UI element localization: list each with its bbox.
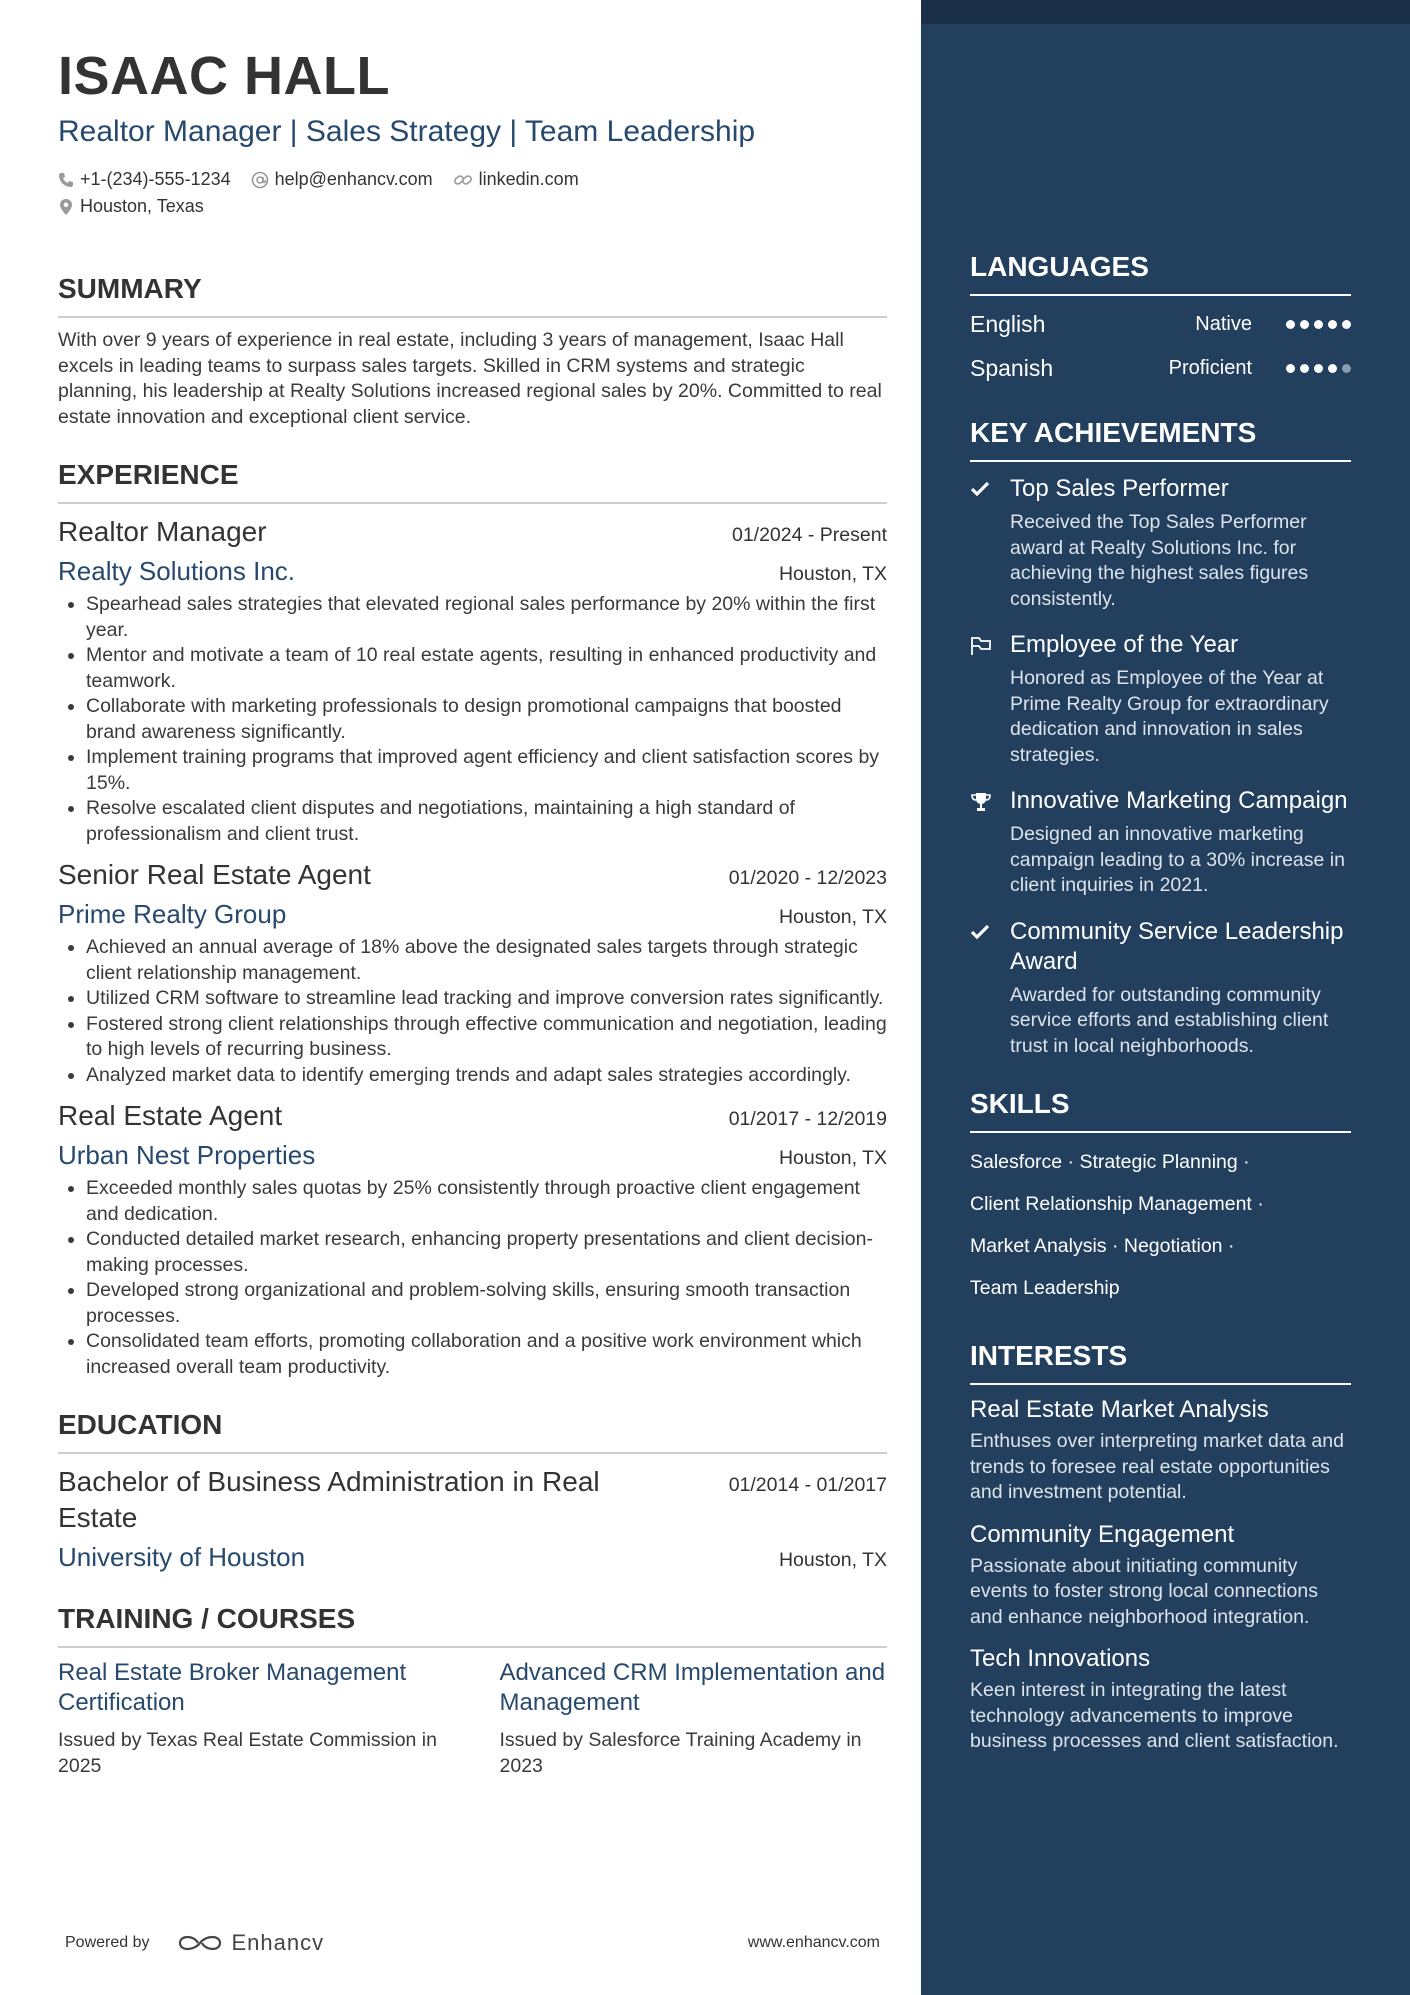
language-item — [970, 302, 1351, 346]
achievement-desc: Received the Top Sales Performer award at Realty Solutions Inc. for achieving the highest sales figures consistently. — [1010, 511, 1309, 610]
rating-dot — [1328, 320, 1337, 329]
rating-dot — [1286, 364, 1295, 373]
bullet-item: • Developed strong organizational and problem-solving skills, ensuring smooth transaction processes. — [86, 1278, 887, 1329]
rating-dots — [1286, 364, 1351, 373]
bullet-item: • Implement training programs that improved agent efficiency and client satisfaction scores by 15%. — [86, 745, 887, 796]
achievement-desc: Awarded for outstanding community service efforts and establishing client trust in local neighborhoods. — [1010, 983, 1329, 1057]
training-title: TRAINING / COURSES — [58, 1602, 887, 1648]
sidebar-top-strip — [921, 0, 1410, 24]
education-title: EDUCATION — [58, 1408, 887, 1454]
achievements-section — [970, 416, 1351, 1059]
achievements-title: KEY ACHIEVEMENTS — [970, 416, 1351, 462]
rating-dots — [1286, 320, 1351, 329]
job-entry — [58, 1098, 887, 1380]
course-title: Advanced CRM Implementation and Management — [499, 1659, 886, 1716]
achievement-item — [970, 474, 1351, 612]
bullet-item: • Conducted detailed market research, enhancing property presentations and client decision-making processes. — [86, 1227, 887, 1278]
bullet-item: • Mentor and motivate a team of 10 real estate agents, resulting in enhanced productivity and teamwork. — [86, 643, 887, 694]
rating-dot — [1342, 364, 1351, 373]
skill-line: Team Leadership — [970, 1277, 1120, 1299]
training-section — [58, 1602, 887, 1779]
phone-icon — [58, 172, 74, 188]
job-date: 01/2017 - 12/2019 — [728, 1108, 887, 1130]
languages-section — [970, 250, 1351, 390]
experience-section — [58, 458, 887, 1380]
footer-url[interactable]: www.enhancv.com — [747, 1934, 880, 1951]
contact-info — [58, 166, 887, 220]
interest-item — [970, 1644, 1351, 1755]
summary-text: With over 9 years of experience in real estate, including 3 years of management, Isaac Hall excels in leading teams to surpass sales targets. Skilled in CRM systems and strategic planning, his leadership at Realty Solutions increased regional sales by 20%. Committed to real estate innovation and exceptional client service. — [58, 329, 882, 428]
skill-line: Salesforce · Strategic Planning · — [970, 1151, 1250, 1173]
interest-item — [970, 1520, 1351, 1631]
trophy-icon — [970, 792, 992, 812]
achievement-title: Top Sales Performer — [1010, 475, 1229, 502]
linkedin-text: linkedin.com — [478, 169, 579, 189]
achievement-title: Community Service Leadership Award — [1010, 917, 1344, 975]
interest-item — [970, 1395, 1351, 1506]
interests-section — [970, 1339, 1351, 1755]
rating-dot — [1300, 364, 1309, 373]
job-entry — [58, 514, 887, 847]
rating-dot — [1314, 364, 1323, 373]
linkedin-contact[interactable] — [453, 169, 579, 190]
job-location: Houston, TX — [778, 563, 887, 585]
sidebar-content — [970, 250, 1351, 1755]
summary-title: SUMMARY — [58, 272, 887, 318]
summary-section — [58, 272, 887, 430]
experience-title: EXPERIENCE — [58, 458, 887, 504]
course-item — [500, 1658, 888, 1779]
school-name: University of Houston — [58, 1542, 306, 1572]
bullet-item: • Analyzed market data to identify emerging trends and adapt sales strategies accordingly. — [86, 1063, 887, 1089]
bullet-item: • Fostered strong client relationships through effective communication and negotiation, leading to high levels of recurring business. — [86, 1012, 887, 1063]
achievement-item — [970, 630, 1351, 768]
bullet-item: • Consolidated team efforts, promoting collaboration and a positive work environment which increased overall team productivity. — [86, 1329, 887, 1380]
headline: Realtor Manager | Sales Strategy | Team Leadership — [58, 115, 756, 148]
skills-title: SKILLS — [970, 1087, 1351, 1133]
enhancv-logo-icon — [176, 1931, 224, 1955]
degree-title: Bachelor of Business Administration in Real Estate — [58, 1466, 600, 1533]
job-bullets — [58, 592, 887, 847]
language-level: Native — [1195, 312, 1252, 335]
rating-dot — [1300, 320, 1309, 329]
company-name: Realty Solutions Inc. — [58, 556, 296, 586]
job-location: Houston, TX — [778, 906, 887, 928]
achievement-title: Employee of the Year — [1010, 631, 1239, 658]
job-entry — [58, 857, 887, 1088]
check-icon — [970, 480, 990, 498]
course-title: Real Estate Broker Management Certification — [58, 1659, 407, 1716]
job-title: Senior Real Estate Agent — [58, 859, 371, 890]
languages-title: LANGUAGES — [970, 250, 1351, 296]
flag-icon — [970, 636, 992, 656]
achievement-desc: Designed an innovative marketing campaign leading to a 30% increase in client inquiries in 2021. — [1010, 823, 1345, 896]
email-text: help@enhancv.com — [274, 169, 433, 189]
course-desc: Issued by Salesforce Training Academy in 2023 — [499, 1729, 862, 1777]
bullet-item: • Spearhead sales strategies that elevated regional sales performance by 20% within the first year. — [86, 592, 887, 643]
rating-dot — [1328, 364, 1337, 373]
at-icon — [251, 171, 269, 189]
bullet-item: • Collaborate with marketing professionals to design promotional campaigns that boosted brand awareness significantly. — [86, 694, 887, 745]
achievement-item — [970, 786, 1351, 899]
location-contact — [58, 196, 204, 217]
bullet-item: • Exceeded monthly sales quotas by 25% consistently through proactive client engagement and dedication. — [86, 1176, 887, 1227]
language-name: English — [970, 310, 1046, 337]
job-location: Houston, TX — [778, 1147, 887, 1169]
education-date: 01/2014 - 01/2017 — [728, 1474, 887, 1496]
phone-text: +1-(234)-555-1234 — [80, 169, 231, 189]
company-name: Urban Nest Properties — [58, 1140, 316, 1170]
main-column — [58, 40, 887, 1779]
company-name: Prime Realty Group — [58, 899, 287, 929]
skill-line: Market Analysis · Negotiation · — [970, 1235, 1235, 1257]
location-text: Houston, Texas — [80, 196, 204, 216]
interest-desc: Enthuses over interpreting market data and trends to foresee real estate opportunities and investment potential. — [970, 1430, 1344, 1503]
achievement-desc: Honored as Employee of the Year at Prime Realty Group for extraordinary dedication and innovation in sales strategies. — [1010, 667, 1329, 766]
check-icon — [970, 923, 990, 941]
phone-contact[interactable] — [58, 169, 231, 190]
rating-dot — [1314, 320, 1323, 329]
bullet-item: • Achieved an annual average of 18% above the designated sales targets through strategic client relationship management. — [86, 935, 887, 986]
interest-title: Community Engagement — [970, 1520, 1235, 1548]
language-item — [970, 346, 1351, 390]
interest-title: Real Estate Market Analysis — [970, 1396, 1269, 1423]
brand-name: Enhancv — [231, 1930, 325, 1955]
interest-desc: Keen interest in integrating the latest technology advancements to improve business processes and client satisfaction. — [970, 1679, 1339, 1752]
language-level: Proficient — [1168, 356, 1252, 379]
interests-title: INTERESTS — [970, 1339, 1351, 1385]
job-date: 01/2024 - Present — [731, 524, 887, 546]
job-date: 01/2020 - 12/2023 — [728, 867, 887, 889]
candidate-name: ISAAC HALL — [58, 46, 390, 106]
footer — [65, 1930, 880, 1956]
achievement-item — [970, 917, 1351, 1060]
bullet-item: • Utilized CRM software to streamline lead tracking and improve conversion rates significantly. — [86, 986, 887, 1012]
school-location: Houston, TX — [778, 1549, 887, 1571]
education-section — [58, 1408, 887, 1574]
email-contact[interactable] — [251, 169, 433, 190]
job-title: Real Estate Agent — [58, 1100, 283, 1131]
powered-by-label: Powered by — [65, 1934, 150, 1951]
rating-dot — [1342, 320, 1351, 329]
achievement-title: Innovative Marketing Campaign — [1010, 787, 1348, 814]
link-icon — [453, 171, 473, 189]
job-title: Realtor Manager — [58, 516, 267, 547]
location-pin-icon — [58, 198, 74, 216]
skills-section — [970, 1087, 1351, 1309]
bullet-item: • Resolve escalated client disputes and negotiations, maintaining a high standard of professionalism and client trust. — [86, 796, 887, 847]
interest-title: Tech Innovations — [970, 1645, 1151, 1672]
course-desc: Issued by Texas Real Estate Commission in 2025 — [58, 1729, 437, 1777]
job-bullets — [58, 1176, 887, 1380]
language-name: Spanish — [970, 354, 1054, 381]
interest-desc: Passionate about initiating community events to foster strong local connections and enhance neighborhood integration. — [970, 1554, 1318, 1628]
skill-line: Client Relationship Management · — [970, 1193, 1264, 1215]
course-item — [58, 1658, 446, 1779]
rating-dot — [1286, 320, 1295, 329]
job-bullets — [58, 935, 887, 1088]
